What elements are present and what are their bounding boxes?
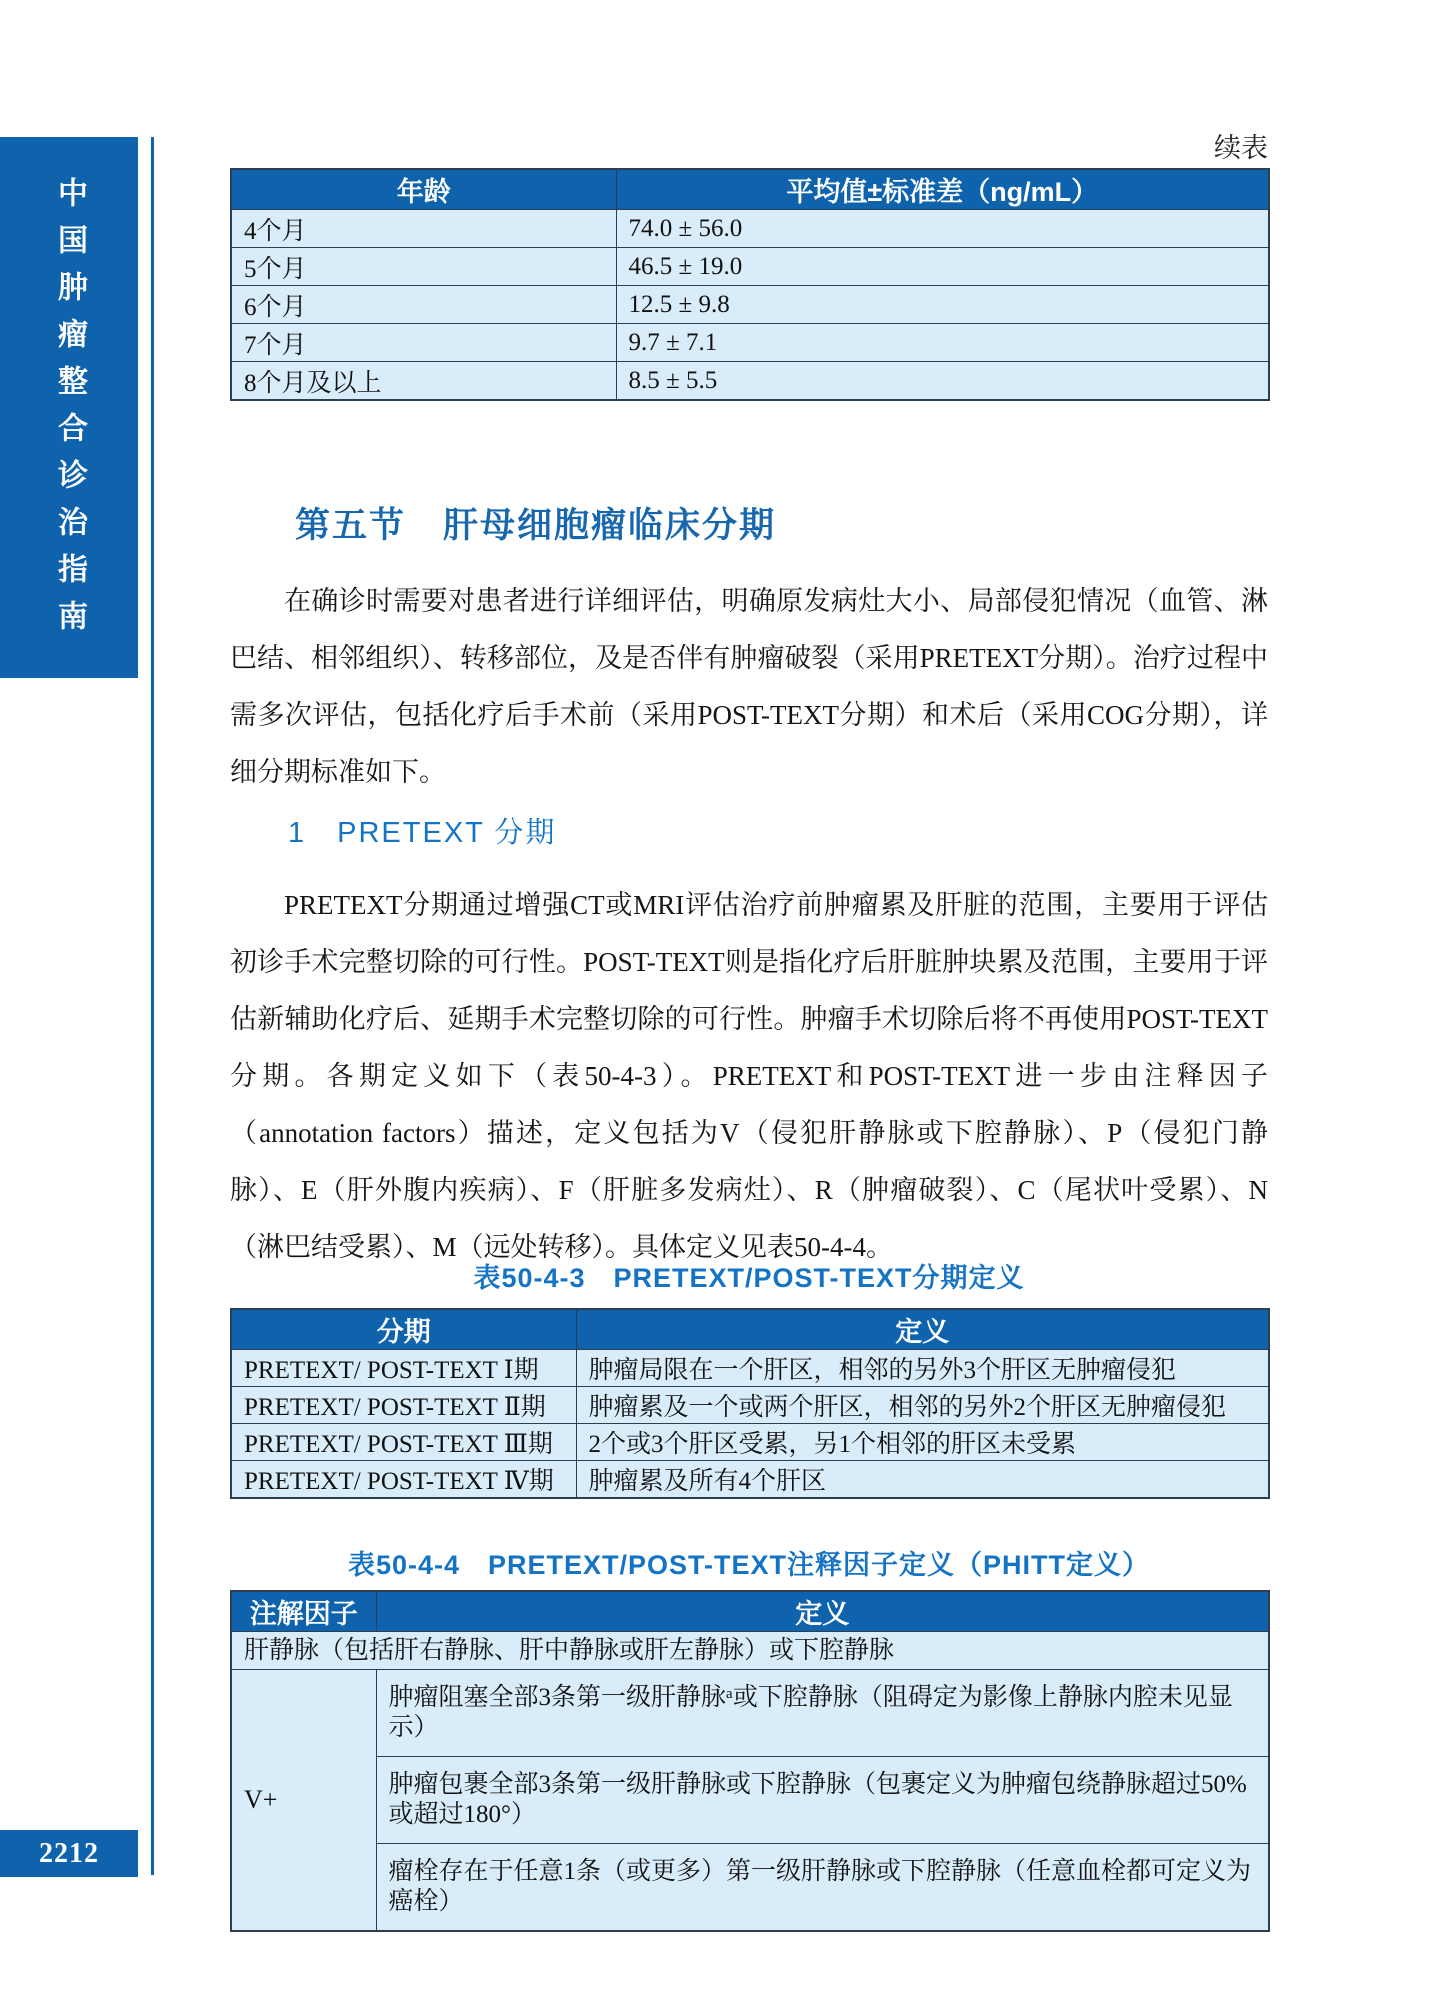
- definition-cell: 瘤栓存在于任意1条（或更多）第一级肝静脉或下腔静脉（任意血栓都可定义为癌栓）: [376, 1844, 1269, 1932]
- column-header-factor: 注解因子: [231, 1591, 376, 1632]
- table-group-row: [231, 1632, 1269, 1670]
- age-cell: 5个月: [231, 248, 616, 286]
- table-row: [231, 324, 1269, 362]
- continued-table-label: 续表: [1214, 133, 1268, 163]
- age-cell: 8个月及以上: [231, 362, 616, 401]
- value-cell: 9.7 ± 7.1: [616, 324, 1269, 362]
- table-caption: 表50-4-3 PRETEXT/POST-TEXT分期定义: [473, 1263, 1025, 1293]
- value-cell: 74.0 ± 56.0: [616, 210, 1269, 248]
- age-cell: 7个月: [231, 324, 616, 362]
- definition-cell: 肿瘤累及所有4个肝区: [576, 1461, 1269, 1499]
- paragraph: PRETEXT分期通过增强CT或MRI评估治疗前肿瘤累及肝脏的范围，主要用于评估初诊手术完整切除的可行性。POST-TEXT则是指化疗后肝脏肿块累及范围，主要用于评估新辅助化疗后、延期手术完整切除的可行性。肿瘤手术切除后将不再使用POST-TEXT分期。各期定义如下（表50-4-3）。PRETEXT和POST-TEXT进一步由注释因子（annotation factors）描述，定义包括为V（侵犯肝静脉或下腔静脉）、P（侵犯门静脉）、E（肝外腹内疾病）、F（肝脏多发病灶）、R（肿瘤破裂）、C（尾状叶受累）、N（淋巴结受累）、M（远处转移）。具体定义见表50-4-4。: [230, 890, 1268, 1262]
- column-header-age: 年龄: [231, 169, 616, 210]
- table-row: [231, 248, 1269, 286]
- table-row: [231, 1844, 1269, 1932]
- column-header-stage: 分期: [231, 1309, 576, 1350]
- table-row: [231, 1757, 1269, 1844]
- sidebar-divider-line: [151, 137, 154, 1875]
- stage-cell: PRETEXT/ POST-TEXT Ⅲ期: [231, 1424, 576, 1461]
- table-caption: 表50-4-4 PRETEXT/POST-TEXT注释因子定义（PHITT定义）: [347, 1550, 1151, 1580]
- table-header-row: [231, 1591, 1269, 1632]
- column-header-definition: 定义: [376, 1591, 1269, 1632]
- group-header-cell: 肝静脉（包括肝右静脉、肝中静脉或肝左静脉）或下腔静脉: [231, 1632, 1269, 1670]
- age-cell: 6个月: [231, 286, 616, 324]
- value-cell: 12.5 ± 9.8: [616, 286, 1269, 324]
- stage-cell: PRETEXT/ POST-TEXT Ⅱ期: [231, 1387, 576, 1424]
- page-number-badge: 2212: [0, 1830, 138, 1877]
- stage-cell: PRETEXT/ POST-TEXT Ⅳ期: [231, 1461, 576, 1499]
- afp-reference-table: [230, 168, 1270, 401]
- annotation-factor-table: [230, 1590, 1270, 1932]
- value-cell: 8.5 ± 5.5: [616, 362, 1269, 401]
- definition-cell: 肿瘤局限在一个肝区，相邻的另外3个肝区无肿瘤侵犯: [576, 1350, 1269, 1387]
- definition-cell: 2个或3个肝区受累，另1个相邻的肝区未受累: [576, 1424, 1269, 1461]
- stage-cell: PRETEXT/ POST-TEXT Ⅰ期: [231, 1350, 576, 1387]
- table-row: [231, 1461, 1269, 1499]
- book-title-vertical: 中国肿瘤整合诊治指南: [53, 177, 86, 647]
- age-cell: 4个月: [231, 210, 616, 248]
- table-row: [231, 1387, 1269, 1424]
- table-row: [231, 1350, 1269, 1387]
- definition-cell: 肿瘤累及一个或两个肝区，相邻的另外2个肝区无肿瘤侵犯: [576, 1387, 1269, 1424]
- table-header-row: [231, 1309, 1269, 1350]
- table-row: [231, 362, 1269, 401]
- table-header-row: [231, 169, 1269, 210]
- sidebar-banner: [0, 137, 138, 678]
- section-title: 第五节 肝母细胞瘤临床分期: [295, 506, 777, 545]
- definition-cell: 肿瘤阻塞全部3条第一级肝静脉ᵃ或下腔静脉（阻碍定为影像上静脉内腔未见显示）: [376, 1670, 1269, 1757]
- paragraph: 在确诊时需要对患者进行详细评估，明确原发病灶大小、局部侵犯情况（血管、淋巴结、相邻组织）、转移部位，及是否伴有肿瘤破裂（采用PRETEXT分期）。治疗过程中需多次评估，包括化疗后手术前（采用POST-TEXT分期）和术后（采用COG分期），详细分期标准如下。: [230, 586, 1268, 787]
- pretext-stage-table: [230, 1308, 1270, 1499]
- table-row: [231, 1424, 1269, 1461]
- column-header-definition: 定义: [576, 1309, 1269, 1350]
- table-row: [231, 286, 1269, 324]
- table-row: [231, 210, 1269, 248]
- definition-cell: 肿瘤包裹全部3条第一级肝静脉或下腔静脉（包裹定义为肿瘤包绕静脉超过50%或超过180°）: [376, 1757, 1269, 1844]
- subsection-title: 1 PRETEXT 分期: [288, 817, 557, 849]
- factor-cell: V+: [231, 1670, 376, 1932]
- table-row: [231, 1670, 1269, 1757]
- column-header-mean-sd: 平均值±标准差（ng/mL）: [616, 169, 1269, 210]
- value-cell: 46.5 ± 19.0: [616, 248, 1269, 286]
